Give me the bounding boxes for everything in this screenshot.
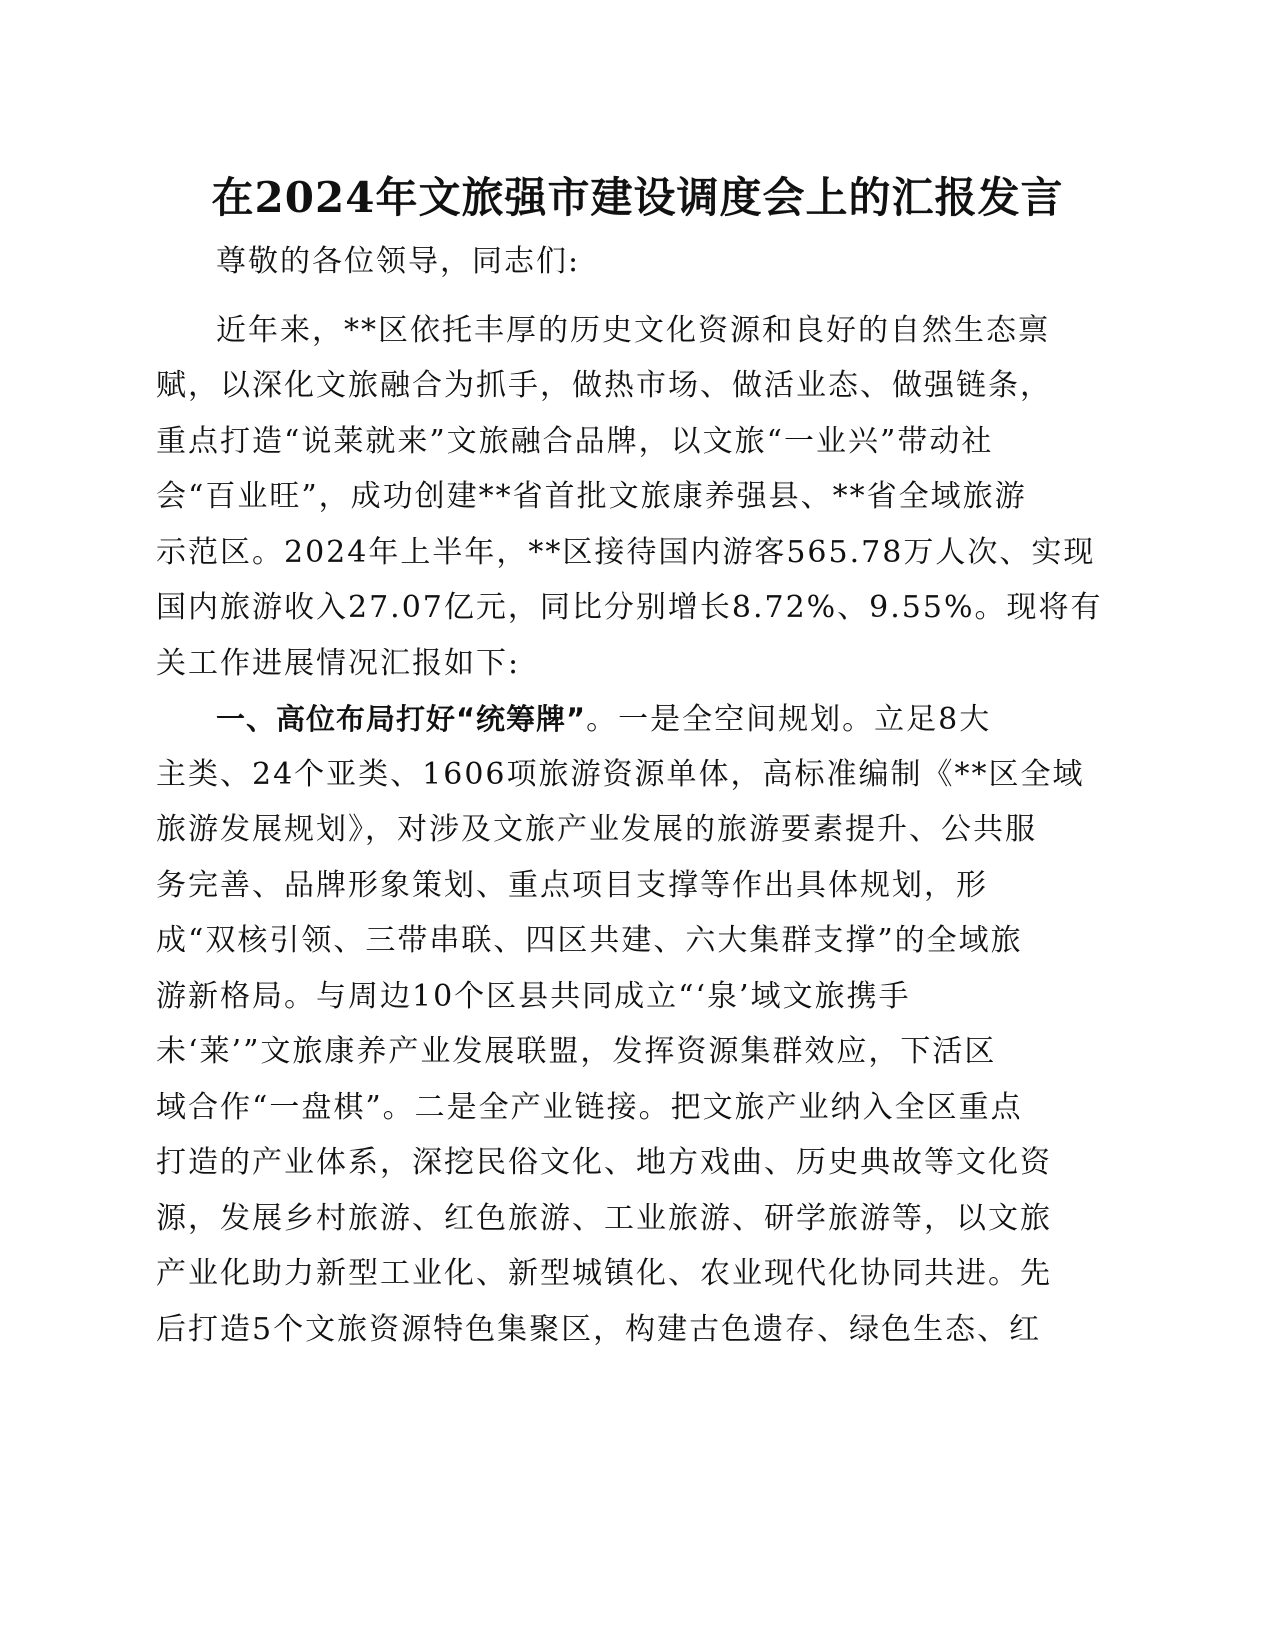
- intro-line: 重点打造“说莱就来”文旅融合品牌，以文旅“一业兴”带动社: [156, 424, 994, 459]
- intro-line: 示范区。2024年上半年，**区接待国内游客565.78万人次、实现: [156, 535, 1096, 570]
- intro-line: 国内旅游收入27.07亿元，同比分别增长8.72%、9.55%。现将有: [156, 590, 1103, 625]
- section-1-line: 成“双核引领、三带串联、四区共建、六大集群支撑”的全域旅: [156, 923, 1023, 958]
- salutation: 尊敬的各位领导，同志们:: [216, 244, 581, 279]
- intro-line: 关工作进展情况汇报如下:: [156, 646, 521, 681]
- section-1-line: 源，发展乡村旅游、红色旅游、工业旅游、研学旅游等，以文旅: [156, 1201, 1052, 1236]
- section-1-first-line: [216, 695, 991, 743]
- section-1-line: 后打造5个文旅资源特色集聚区，构建古色遗存、绿色生态、红: [156, 1312, 1042, 1347]
- section-1-line: 产业化助力新型工业化、新型城镇化、农业现代化协同共进。先: [156, 1256, 1052, 1291]
- section-1-line: 未‘莱’”文旅康养产业发展联盟，发挥资源集群效应，下活区: [156, 1034, 997, 1069]
- intro-line: 近年来，**区依托丰厚的历史文化资源和良好的自然生态禀: [216, 313, 1050, 348]
- section-1-heading: 一、高位布局打好“统筹牌”: [216, 702, 587, 736]
- section-1-first-line-rest: 。一是全空间规划。立足8大: [586, 702, 992, 737]
- section-1-line: 务完善、品牌形象策划、重点项目支撑等作出具体规划，形: [156, 868, 988, 903]
- document-title: 在2024年文旅强市建设调度会上的汇报发言: [211, 173, 1064, 222]
- intro-line: 赋，以深化文旅融合为抓手，做热市场、做活业态、做强链条，: [156, 368, 1052, 403]
- section-1-line: 主类、24个亚类、1606项旅游资源单体，高标准编制《**区全域: [156, 757, 1085, 792]
- section-1-line: 打造的产业体系，深挖民俗文化、地方戏曲、历史典故等文化资: [156, 1145, 1052, 1180]
- section-1-line: 域合作“一盘棋”。二是全产业链接。把文旅产业纳入全区重点: [156, 1090, 1023, 1125]
- intro-line: 会“百业旺”，成功创建**省首批文旅康养强县、**省全域旅游: [156, 479, 1027, 514]
- section-1-line: 旅游发展规划》，对涉及文旅产业发展的旅游要素提升、公共服: [156, 812, 1037, 847]
- section-1-line: 游新格局。与周边10个区县共同成立“‘泉’域文旅携手: [156, 979, 911, 1014]
